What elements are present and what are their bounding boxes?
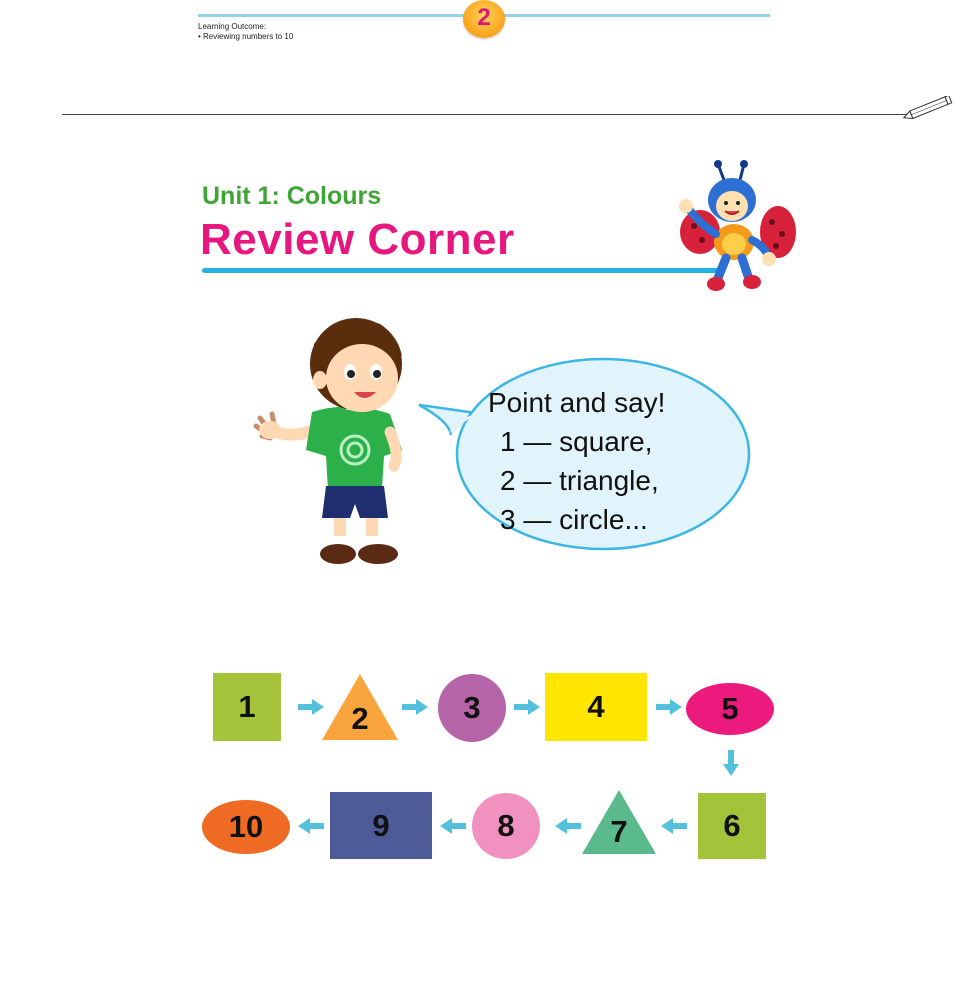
bubble-line: 1 — square, — [500, 426, 653, 457]
arrow-right-icon — [514, 699, 540, 715]
shape-rectangle-9: 9 — [330, 792, 432, 859]
arrow-down-icon — [723, 750, 739, 776]
page-number-badge: 2 — [463, 0, 505, 38]
shape-oval-5: 5 — [686, 683, 774, 735]
arrow-left-icon — [555, 818, 581, 834]
bubble-line: 3 — circle... — [500, 504, 648, 535]
page-divider — [62, 114, 912, 115]
page-title: Review Corner — [200, 215, 515, 264]
title-underline — [202, 268, 722, 273]
learning-outcome-item: • Reviewing numbers to 10 — [198, 32, 294, 41]
bubble-line: 2 — triangle, — [500, 465, 659, 496]
shape-circle-3: 3 — [438, 674, 506, 742]
speech-bubble-text — [488, 383, 665, 539]
arrow-left-icon — [298, 818, 324, 834]
arrow-right-icon — [402, 699, 428, 715]
shape-square-1: 1 — [213, 673, 281, 741]
arrow-left-icon — [440, 818, 466, 834]
shape-circle-8: 8 — [472, 793, 540, 859]
shape-rectangle-4: 4 — [545, 673, 647, 741]
bubble-line: Point and say! — [488, 387, 666, 418]
shape-triangle-7: 7 — [580, 788, 658, 856]
shape-square-6: 6 — [698, 793, 766, 859]
shape-triangle-2: 2 — [320, 672, 400, 742]
learning-outcome-title: Learning Outcome: — [198, 22, 267, 31]
pencil-icon — [900, 96, 956, 120]
unit-title: Unit 1: Colours — [202, 182, 382, 210]
arrow-right-icon — [656, 699, 682, 715]
arrow-left-icon — [661, 818, 687, 834]
ladybug-icon — [672, 160, 802, 300]
shape-oval-10: 10 — [202, 800, 290, 854]
boy-icon — [250, 300, 425, 575]
